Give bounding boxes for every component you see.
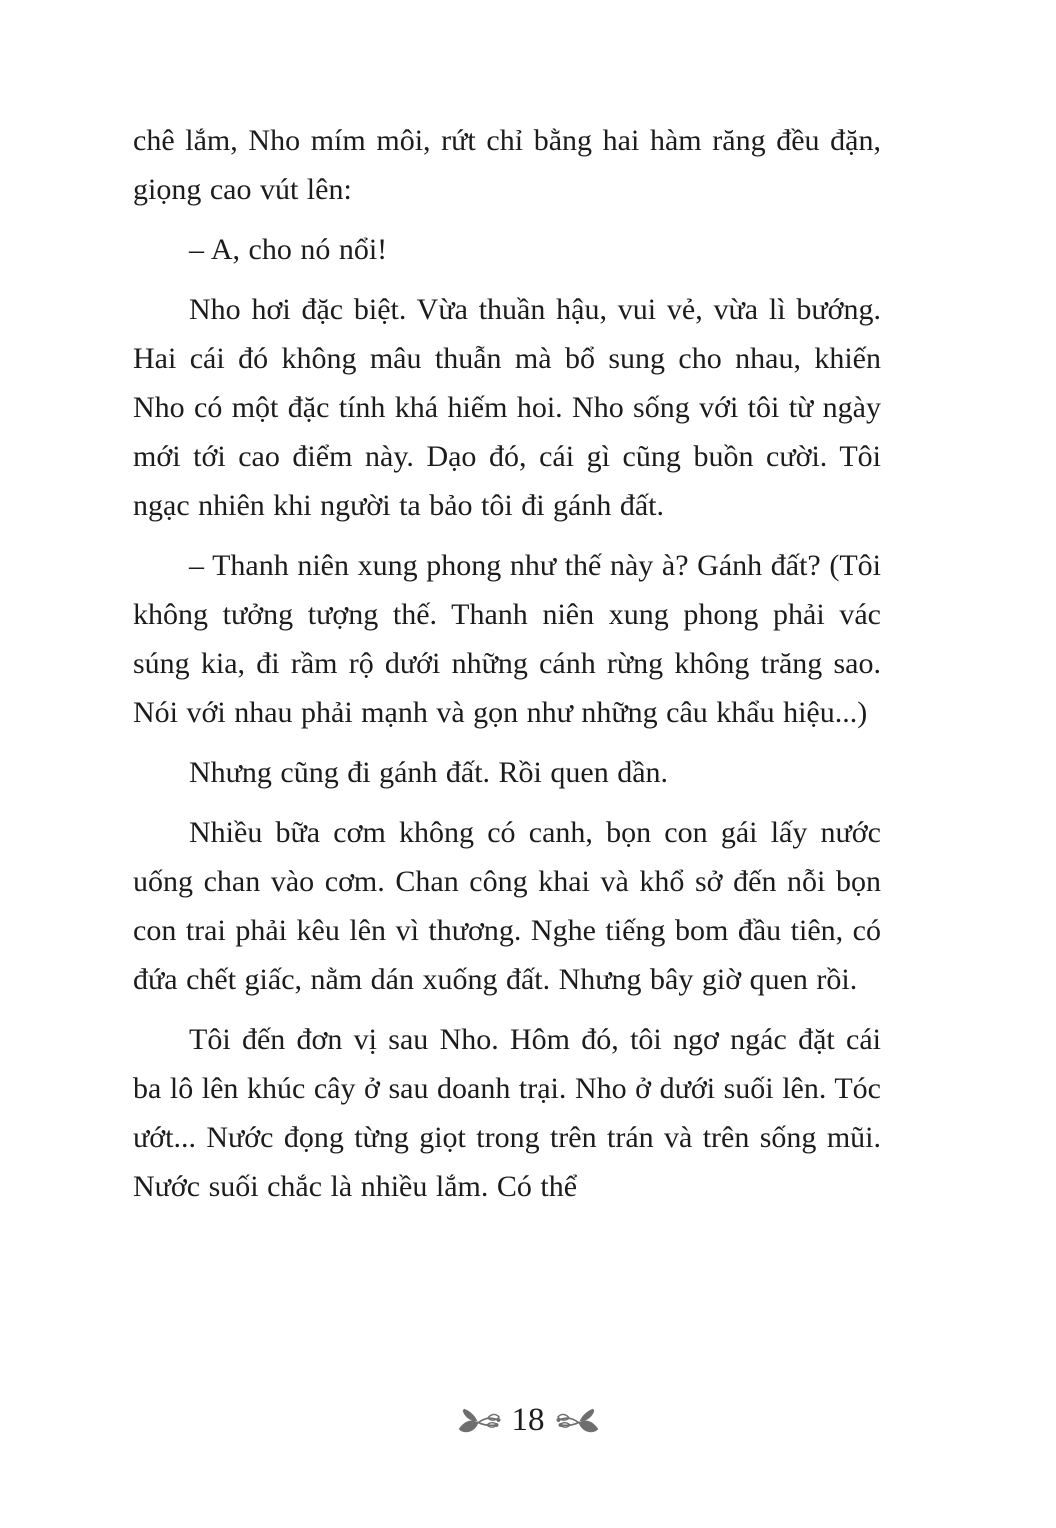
paragraph: Nhưng cũng đi gánh đất. Rồi quen dần.: [189, 756, 669, 789]
paragraph: Tôi đến đơn vị sau Nho. Hôm đó, tôi ngơ ngác đặt cái ba lô lên khúc cây ở sau doanh trại. Nho ở dưới suối lên. Tóc ướt... Nước đọng từng giọt trong trên trán và trên sống mũi. Nước suối chắc là nhiều lắm. Có thể: [133, 1023, 881, 1203]
paragraph: Nho hơi đặc biệt. Vừa thuần hậu, vui vẻ, vừa lì bướng. Hai cái đó không mâu thuẫn mà bổ sung cho nhau, khiến Nho có một đặc tính khá hiếm hoi. Nho sống với tôi từ ngày mới tới cao điểm này. Dạo đó, cái gì cũng buồn cười. Tôi ngạc nhiên khi người ta bảo tôi đi gánh đất.: [133, 293, 881, 522]
text-block: [133, 116, 881, 1222]
fleuron-right-icon: [554, 1406, 600, 1440]
paragraph: Nhiều bữa cơm không có canh, bọn con gái lấy nước uống chan vào cơm. Chan công khai và khổ sở đến nỗi bọn con trai phải kêu lên vì thương. Nghe tiếng bom đầu tiên, có đứa chết giấc, nằm dán xuống đất. Nhưng bây giờ quen rồi.: [133, 816, 881, 996]
paragraph: – A, cho nó nổi!: [189, 233, 388, 266]
fleuron-left-icon: [457, 1406, 503, 1440]
paragraph: – Thanh niên xung phong như thế này à? Gánh đất? (Tôi không tưởng tượng thế. Thanh niên xung phong phải vác súng kia, đi rầm rộ dưới những cánh rừng không trăng sao. Nói với nhau phải mạnh và gọn như những câu khẩu hiệu...): [133, 549, 881, 729]
paragraph: chê lắm, Nho mím môi, rứt chỉ bằng hai hàm răng đều đặn, giọng cao vút lên:: [133, 124, 881, 206]
page-footer: [0, 1404, 1056, 1441]
page-number: 18: [511, 1402, 545, 1438]
